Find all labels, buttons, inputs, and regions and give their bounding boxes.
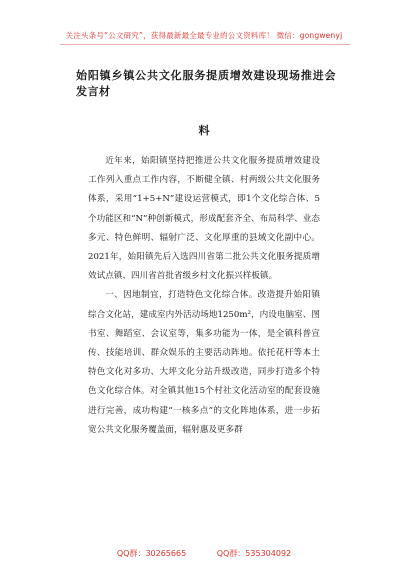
body-paragraph: 一、因地制宜，打造特色文化综合体。改造提升始阳镇综合文化站，建成室内外活动场地1250m²，内设电脑室、图书室、舞蹈室、会议室等，集多功能为一体，是全镇科普宣传、技能培训、群众娱乐的主要活动阵地。依托花杆等本土特色文化对多功、大坪文化分站升级改造，同步打造多个特色文化综合体。对全镇其他15个村社文化活动室的配套设施进行完善，成功构建“一核多点”的文化阵地体系，进一步拓宽公共文化服务覆盖面，辐射惠及更多群 — [88, 290, 320, 435]
footer-qq-group-left: QQ群：30265665 — [116, 549, 187, 558]
document-title: 始阳镇乡镇公共文化服务提质增效建设现场推进会发言材 — [76, 69, 336, 98]
footer-qq-group-right: QQ群：535304092 — [216, 549, 292, 558]
footer-contact — [0, 548, 408, 559]
document-body — [88, 152, 320, 440]
header-divider — [60, 44, 350, 45]
body-paragraph: 近年来，始阳镇坚持把推进公共文化服务提质增效建设工作列入重点工作内容，不断健全镇、村两级公共文化服务体系，采用“1+5+N”建设运营模式，即1个文化综合体、5个功能区和“N”种创新模式，形成配套齐全、布局科学、业态多元、特色鲜明、辐射广泛、文化厚重的县域文化副中心。2021年，始阳镇先后入选四川省第二批公共文化服务提质增效试点镇、四川省首批省级乡村文化振兴样板镇。 — [88, 156, 320, 282]
header-banner: 关注头条号“公文研究”，获得最新最全最专业的公文资料库！ 微信：gongwenyj — [65, 31, 343, 40]
document-title-continuation: 料 — [198, 124, 210, 137]
